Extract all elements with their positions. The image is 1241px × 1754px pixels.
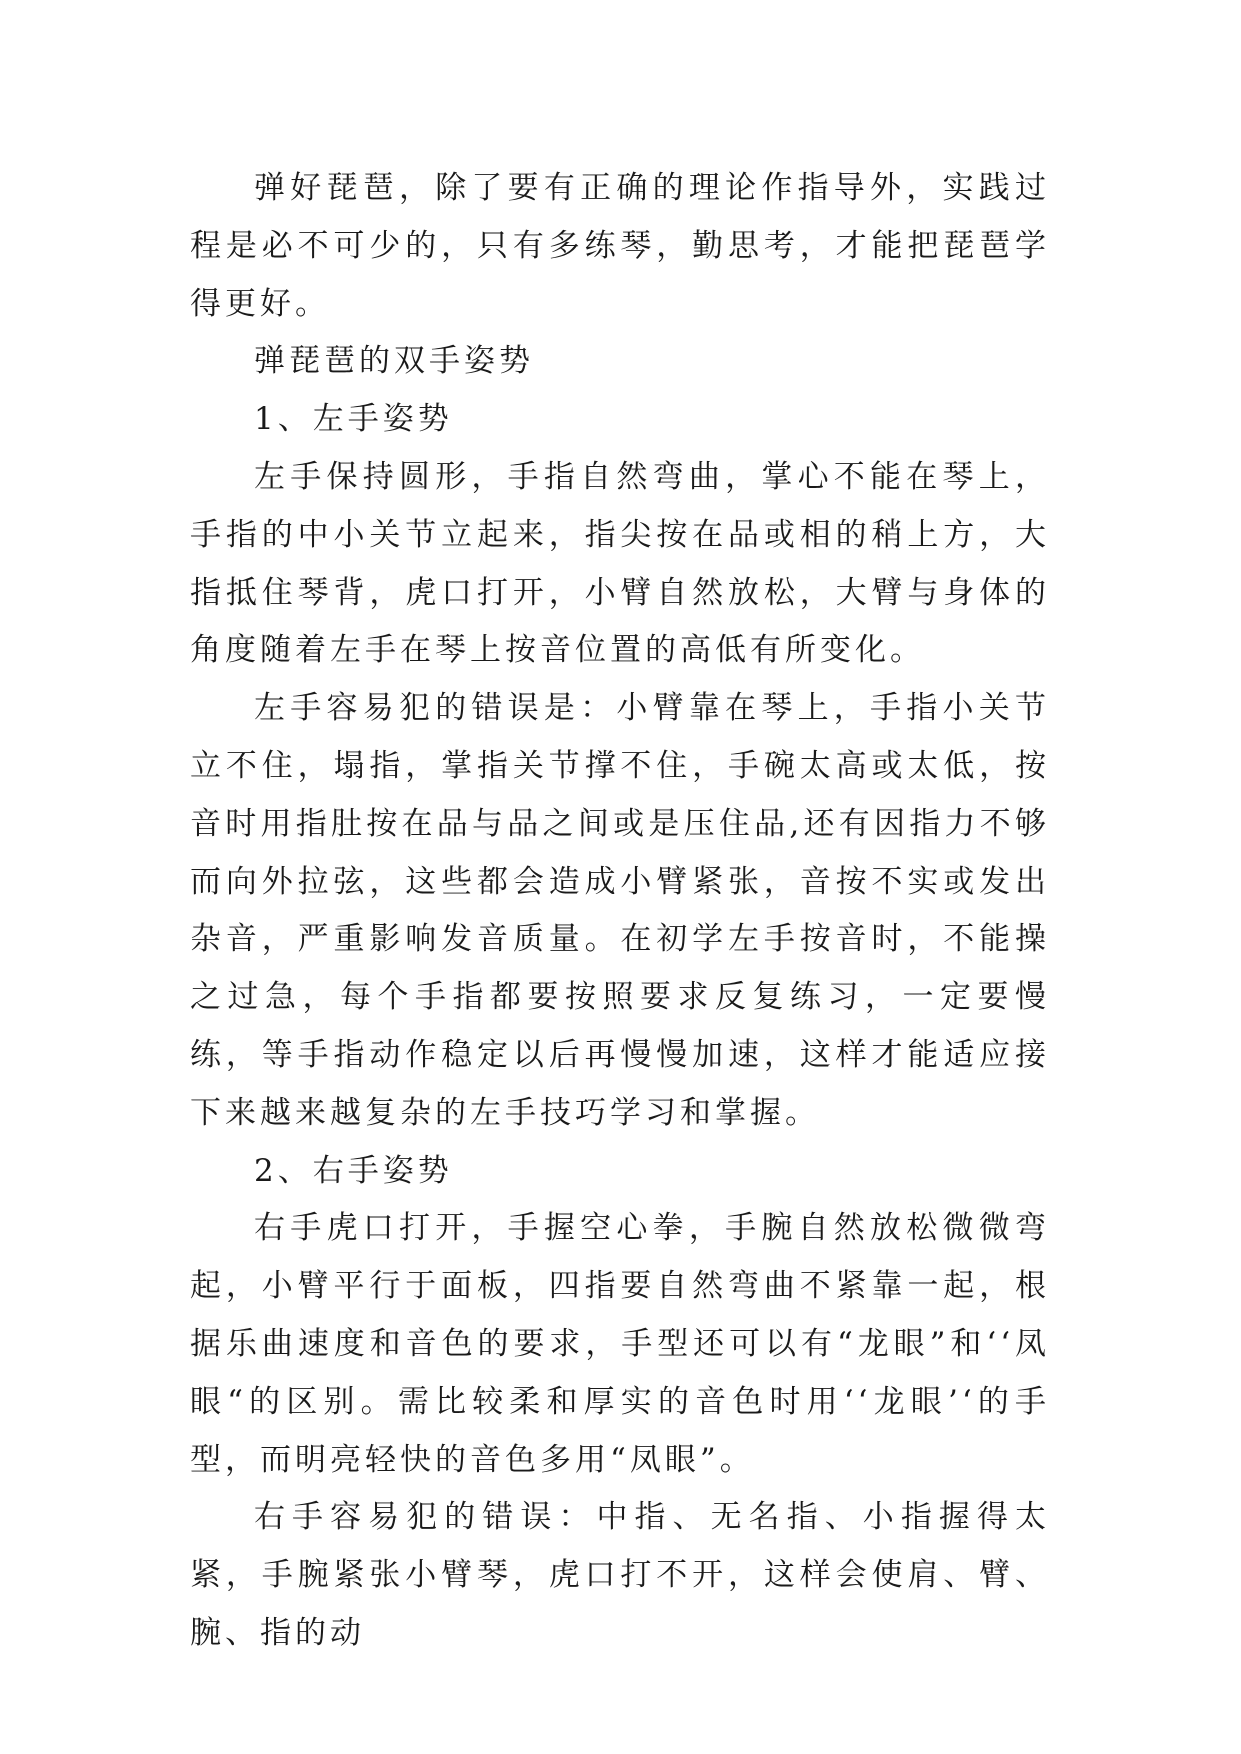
left-hand-mistakes-paragraph: 左手容易犯的错误是：小臂靠在琴上，手指小关节立不住，塌指，掌指关节撑不住，手碗太高或太低，按音时用指肚按在品与品之间或是压住品,还有因指力不够而向外拉弦，这些都会造成小臂紧张，音按不实或发出杂音，严重影响发音质量。在初学左手按音时，不能操之过急，每个手指都要按照要求反复练习，一定要慢练，等手指动作稳定以后再慢慢加速，这样才能适应接下来越来越复杂的左手技巧学习和掌握。 [190, 690, 1050, 1131]
intro-paragraph: 弹好琵琶，除了要有正确的理论作指导外，实践过程是必不可少的，只有多练琴，勤思考，才能把琵琶学得更好。 [190, 170, 1050, 322]
right-hand-posture-paragraph: 右手虎口打开，手握空心拳，手腕自然放松微微弯起，小臂平行于面板，四指要自然弯曲不紧靠一起，根据乐曲速度和音色的要求，手型还可以有“龙眼”和‘‘凤眼“的区别。需比较柔和厚实的音色时用‘‘龙眼’‘的手型，而明亮轻快的音色多用“凤眼”。 [190, 1210, 1050, 1478]
document-page [190, 160, 1050, 1663]
right-hand-mistakes-paragraph: 右手容易犯的错误：中指、无名指、小指握得太紧，手腕紧张小臂琴，虎口打不开，这样会使肩、臂、腕、指的动 [190, 1499, 1050, 1651]
section-title: 弹琵琶的双手姿势 [254, 343, 534, 380]
left-hand-posture-paragraph: 左手保持圆形，手指自然弯曲，掌心不能在琴上，手指的中小关节立起来，指尖按在品或相的稍上方，大指抵住琴背，虎口打开，小臂自然放松，大臂与身体的角度随着左手在琴上按音位置的高低有所变化。 [190, 458, 1050, 669]
left-hand-heading: 1、左手姿势 [254, 401, 453, 438]
right-hand-heading: 2、右手姿势 [254, 1152, 453, 1189]
